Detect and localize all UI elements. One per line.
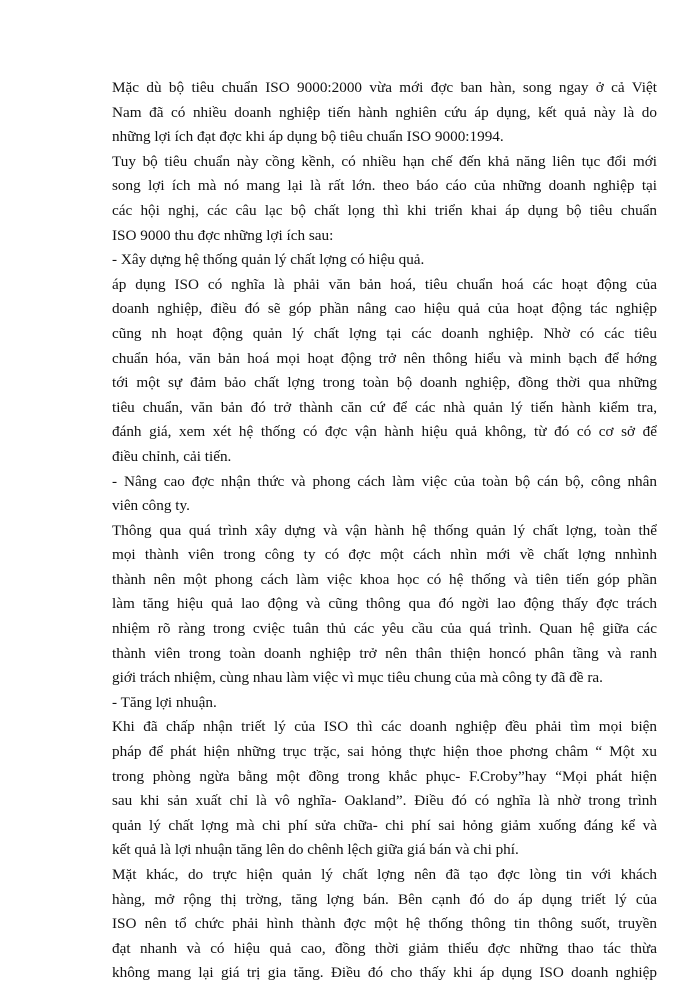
text-line: - Tăng lợi nhuận. [112, 693, 217, 711]
text-line: thành viên trong toàn doanh nghiệp trở nên thân thiện honcó phân tầng và ranh [112, 644, 657, 662]
text-line: pháp để phát hiện những trục trặc, sai hỏng thực hiện thoe phơng châm “ Một xu [112, 743, 657, 761]
text-line: cũng nh hoạt động quản lý chất lợng tại các doanh nghiệp. Nhờ có các tiêu [112, 324, 657, 342]
text-line: Khi đã chấp nhận triết lý của ISO thì các doanh nghiệp đều phải tìm mọi biện [112, 718, 657, 736]
text-line: các hội nghị, các câu lạc bộ chất lọng thì khi triển khai áp dụng bộ tiêu chuẩn [112, 201, 657, 219]
text-line: viên công ty. [112, 497, 190, 515]
text-line: - Xây dựng hệ thống quản lý chất lợng có hiệu quả. [112, 251, 425, 269]
text-line: mọi thành viên trong công ty có đợc một cách nhìn mới về chất lợng nnhình [112, 546, 657, 564]
text-line: tiêu chuẩn, văn bản đó trở thành căn cứ để các nhà quản lý tiến hành kiểm tra, [112, 398, 657, 416]
text-line: áp dụng ISO có nghĩa là phải văn bản hoá, tiêu chuẩn hoá các hoạt động của [112, 275, 657, 293]
text-line: những lợi ích đạt đợc khi áp dụng bộ tiêu chuẩn ISO 9000:1994. [112, 128, 504, 146]
text-line: Mặt khác, do trực hiện quản lý chất lợng nên đã tạo đợc lòng tin với khách [112, 866, 657, 883]
text-line: giới trách nhiệm, cùng nhau làm việc vì mục tiêu chung của mà công ty đã đề ra. [112, 669, 603, 687]
text-line: thành nên một phong cách làm việc khoa học có hệ thống và tiên tiến góp phần [112, 570, 657, 588]
text-line: song lợi ích mà nó mang lại là rất lớn. theo báo cáo của những doanh nghiệp tại [112, 177, 657, 195]
text-line: quản lý chất lợng mà chi phí sửa chữa- chi phí sai hỏng giảm xuống đáng kể và [112, 816, 657, 834]
text-line: tới một sự đảm bảo chất lợng trong toàn bộ doanh nghiệp, đồng thời qua những [112, 374, 657, 392]
text-line: Thông qua quá trình xây dựng và vận hành hệ thống quản lý chất lợng, toàn thể [112, 521, 657, 539]
text-line: không mang lại giá trị gia tăng. Điều đó cho thấy khi áp dụng ISO doanh nghiệp [112, 964, 657, 982]
text-line: hàng, mở rộng thị trờng, tăng lợng bán. Bên cạnh đó do áp dụng triết lý của [112, 890, 657, 908]
text-line: Tuy bộ tiêu chuẩn này cồng kềnh, có nhiều hạn chế đến khả năng liên tục đổi mới [112, 152, 657, 170]
text-line: đạt nhanh và có hiệu quả cao, đồng thời giảm thiểu đợc những thao tác thừa [112, 939, 657, 957]
text-line: kết quả là lợi nhuận tăng lên do chênh lệch giữa giá bán và chi phí. [112, 841, 519, 859]
text-line: trong phòng ngừa bằng một đồng trong khắc phục- F.Croby”hay “Mọi phát hiện [112, 767, 657, 785]
text-line: nhiệm rõ ràng trong cviệc tuân thủ các yêu cầu của quá trình. Quan hệ giữa các [112, 620, 657, 638]
text-line: - Nâng cao đợc nhận thức và phong cách làm việc của toàn bộ cán bộ, công nhân [112, 472, 657, 490]
text-line: sau khi sản xuất chỉ là vô nghĩa- Oakland”. Điều đó có nghĩa là nhờ trong trình [112, 792, 657, 810]
text-line: ISO 9000 thu đợc những lợi ích sau: [112, 226, 334, 244]
text-line: doanh nghiệp, điều đó sẽ góp phần nâng cao hiệu quả của hoạt động tác nghiệp [112, 300, 657, 318]
text-line: chuẩn hóa, văn bản hoá mọi hoạt động trở nên thông hiểu và minh bạch để hớng [112, 349, 657, 367]
text-line: đánh giá, xem xét hệ thống có đợc vận hành hiệu quả không, từ đó có cơ sở để [112, 423, 657, 441]
text-line: điều chỉnh, cải tiến. [112, 447, 232, 465]
document-page [112, 76, 657, 986]
text-line: làm tăng hiệu quả lao động và cũng thông qua đó ngời lao động thấy đợc trách [112, 595, 657, 613]
text-line: Nam đã có nhiều doanh nghiệp tiến hành nghiên cứu áp dụng, kết quả này là do [112, 103, 657, 121]
text-line: Mặc dù bộ tiêu chuẩn ISO 9000:2000 vừa mới đợc ban hàn, song ngay ở cả Việt [112, 79, 657, 96]
text-line: ISO nên tổ chức phải hình thành đợc một hệ thống thông tin thông suốt, truyền [112, 915, 657, 933]
